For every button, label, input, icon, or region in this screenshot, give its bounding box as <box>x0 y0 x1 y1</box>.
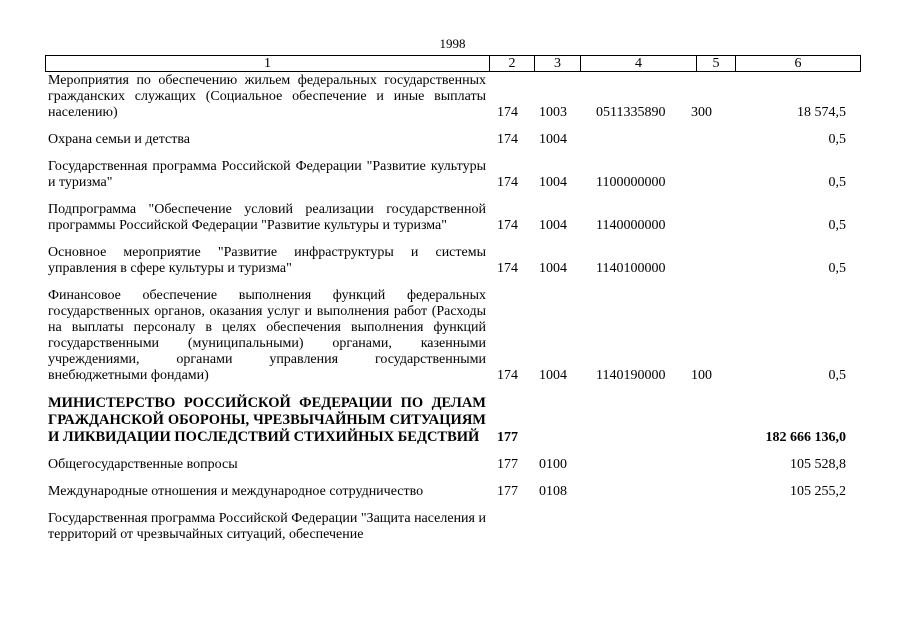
column-header-3: 3 <box>535 56 581 72</box>
row-cell-c3: 1004 <box>539 132 567 147</box>
column-header-6: 6 <box>736 56 861 72</box>
row-cell-c4: 0511335890 <box>596 105 666 120</box>
page-number: 1998 <box>439 36 466 51</box>
row-cell-c3: 0100 <box>539 457 567 472</box>
row-description: Финансовое обеспечение выполнения функций федеральных государственных органов, оказания услуг и выполнения работ (Расходы на выплаты персоналу в целях обеспечения выполнения функций государственными (муниципальными) органами, казенными учреждениями, органами управления государственными внебюджетными фондами) <box>48 288 486 383</box>
row-cell-c2: 174 <box>497 218 518 233</box>
row-cell-c5: 300 <box>691 105 712 120</box>
row-cell-c2: 177 <box>497 484 518 499</box>
row-cell-c3: 1004 <box>539 368 567 383</box>
row-cell-c6: 0,5 <box>828 261 846 276</box>
row-description: Мероприятия по обеспечению жильем федеральных государственных гражданских служащих (Социальное обеспечение и иные выплаты населению) <box>48 73 486 120</box>
row-description: Подпрограмма "Обеспечение условий реализации государственной программы Российской Федерации "Развитие культуры и туризма" <box>48 202 486 233</box>
row-cell-c6: 105 255,2 <box>790 484 846 499</box>
table-row <box>48 159 848 191</box>
table-row <box>48 202 848 234</box>
table-row <box>48 511 848 543</box>
row-description: Основное мероприятие "Развитие инфраструктуры и системы управления в сфере культуры и туризма" <box>48 245 486 276</box>
column-header-2: 2 <box>490 56 535 72</box>
column-header-table <box>45 55 861 72</box>
budget-table-body <box>48 73 848 554</box>
row-description: Международные отношения и международное сотрудничество <box>48 484 424 499</box>
table-row <box>48 457 848 473</box>
row-cell-c6: 182 666 136,0 <box>765 430 846 445</box>
row-description: Охрана семьи и детства <box>48 132 190 147</box>
row-cell-c3: 0108 <box>539 484 567 499</box>
row-description: Государственная программа Российской Федерации "Развитие культуры и туризма" <box>48 159 486 190</box>
row-cell-c2: 174 <box>497 105 518 120</box>
row-cell-c4: 1140190000 <box>596 368 666 383</box>
row-description: Государственная программа Российской Федерации "Защита населения и территорий от чрезвычайных ситуаций, обеспечение <box>48 511 486 542</box>
table-row <box>48 73 848 121</box>
row-cell-c3: 1004 <box>539 261 567 276</box>
table-row <box>48 484 848 500</box>
column-header-4: 4 <box>581 56 697 72</box>
row-cell-c3: 1004 <box>539 218 567 233</box>
row-cell-c2: 177 <box>497 457 518 472</box>
row-cell-c3: 1003 <box>539 105 567 120</box>
table-row <box>48 132 848 148</box>
row-description: Общегосударственные вопросы <box>48 457 238 472</box>
row-cell-c4: 1100000000 <box>596 175 666 190</box>
row-cell-c5: 100 <box>691 368 712 383</box>
table-row <box>48 395 848 446</box>
row-cell-c2: 174 <box>497 175 518 190</box>
row-cell-c6: 18 574,5 <box>797 105 846 120</box>
row-cell-c3: 1004 <box>539 175 567 190</box>
row-cell-c6: 105 528,8 <box>790 457 846 472</box>
column-header-1: 1 <box>46 56 490 72</box>
row-cell-c2: 174 <box>497 132 518 147</box>
column-header-5: 5 <box>697 56 736 72</box>
row-description: МИНИСТЕРСТВО РОССИЙСКОЙ ФЕДЕРАЦИИ ПО ДЕЛАМ ГРАЖДАНСКОЙ ОБОРОНЫ, ЧРЕЗВЫЧАЙНЫМ СИТУАЦИЯМ И ЛИКВИДАЦИИ ПОСЛЕДСТВИЙ СТИХИЙНЫХ БЕДСТВИЙ <box>48 395 486 445</box>
row-cell-c6: 0,5 <box>828 218 846 233</box>
row-cell-c6: 0,5 <box>828 368 846 383</box>
row-cell-c2: 177 <box>497 430 518 445</box>
table-row <box>48 288 848 384</box>
row-cell-c2: 174 <box>497 368 518 383</box>
row-cell-c2: 174 <box>497 261 518 276</box>
row-cell-c6: 0,5 <box>828 132 846 147</box>
row-cell-c4: 1140100000 <box>596 261 666 276</box>
row-cell-c6: 0,5 <box>828 175 846 190</box>
table-row <box>48 245 848 277</box>
row-cell-c4: 1140000000 <box>596 218 666 233</box>
